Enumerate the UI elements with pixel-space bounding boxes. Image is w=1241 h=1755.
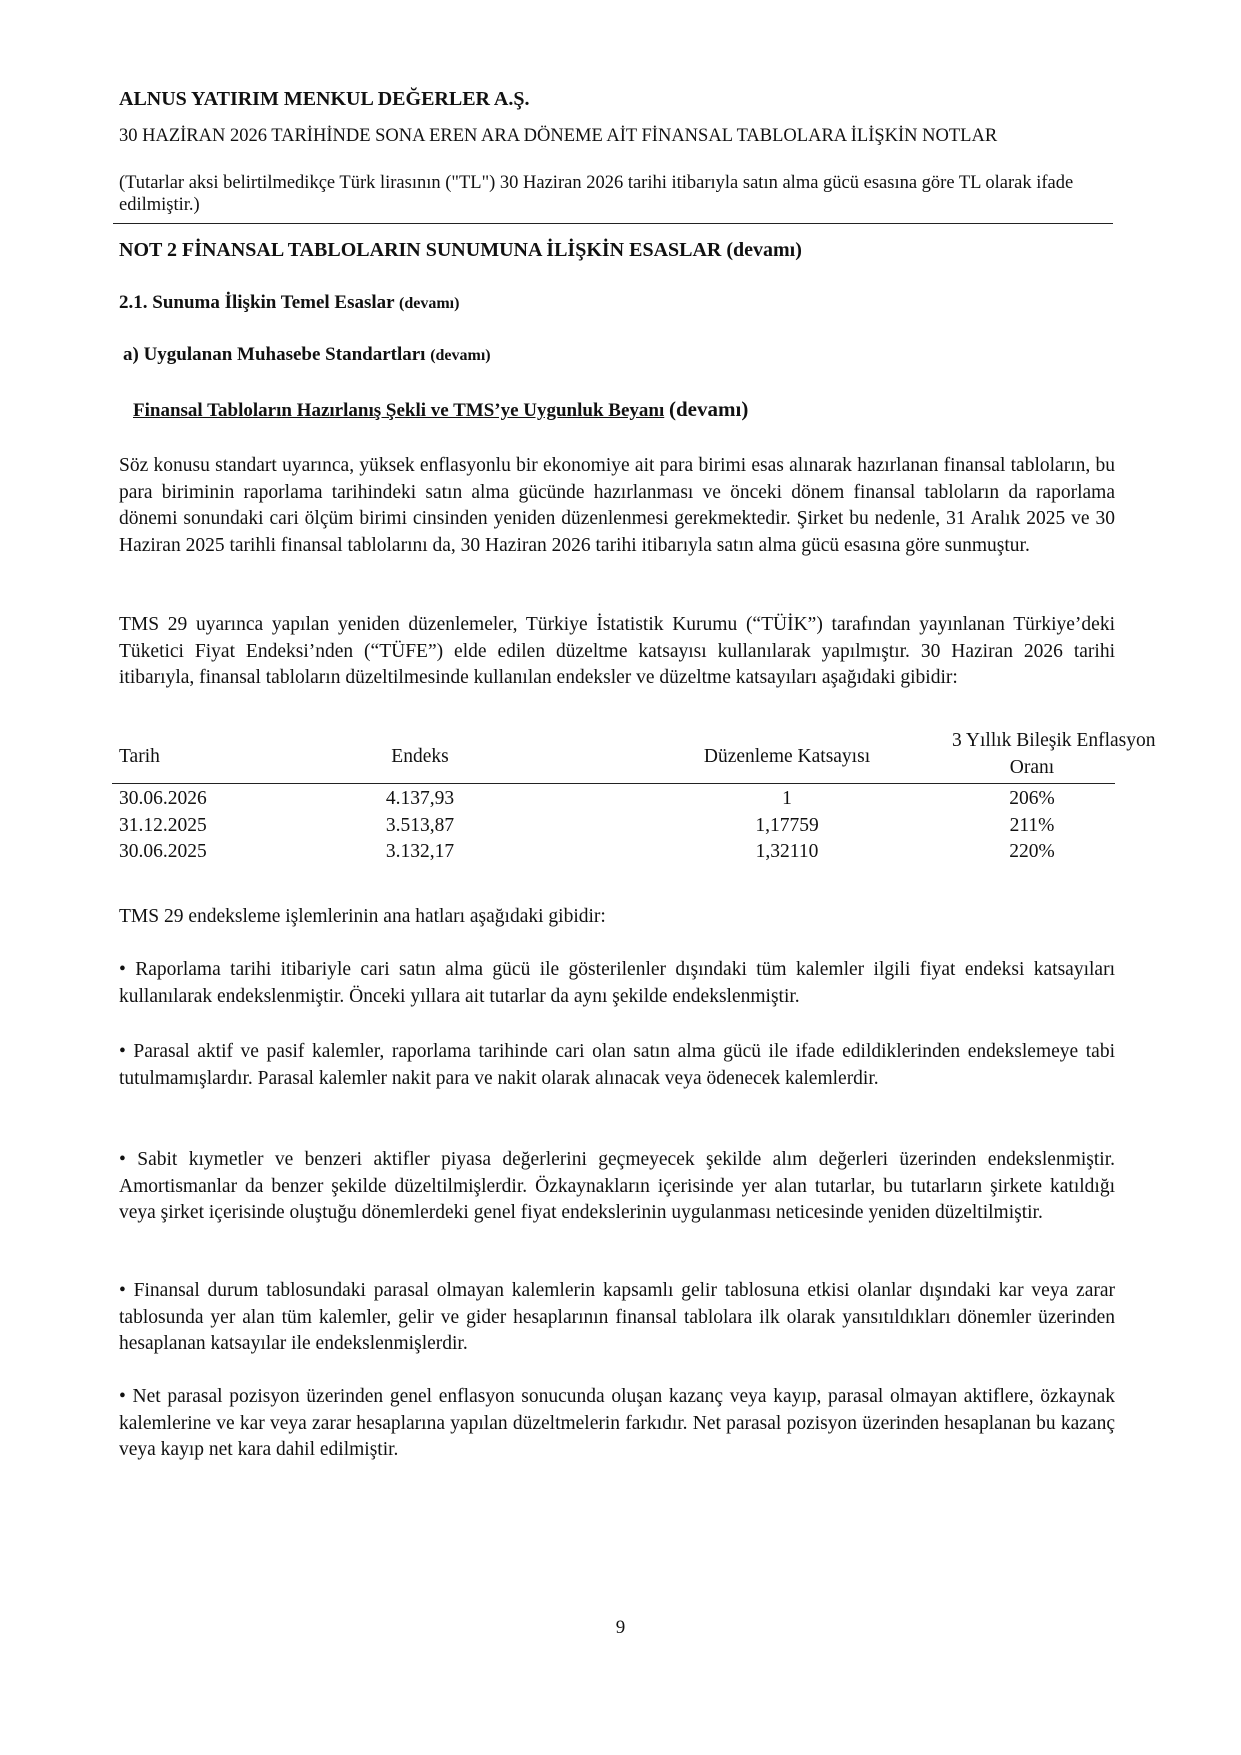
table-row (112, 839, 1115, 866)
cell-index: 3.513,87 (385, 814, 455, 836)
cell-coefficient: 1 (782, 788, 792, 809)
paragraph-tms29: TMS 29 uyarınca yapılan yeniden düzenlemeler, Türkiye İstatistik Kurumu (“TÜİK”) tarafından yayınlanan Türkiye’deki Tüketici Fiyat Endeksi’nden (“TÜFE”) elde edilen düzeltme katsayısı kullanılarak yapılmıştır. 30 Haziran 2026 tarihi itibarıyla, finansal tabloların düzeltilmesinde kullanılan endeksler ve düzeltme katsayıları aşağıdaki gibidir: (119, 614, 1115, 689)
cell-date: 30.06.2025 (119, 841, 207, 862)
bullet-item: • Parasal aktif ve pasif kalemler, raporlama tarihinde cari olan satın alma gücü ile ifade edildiklerinden endekslemeye tabi tutulmamışlardır. Parasal kalemler nakit para ve nakit olarak alınacak veya ödenecek kalemlerdir. (119, 1041, 1115, 1089)
bullet-item: • Raporlama tarihi itibariyle cari satın alma gücü ile gösterilenler dışındaki tüm kalemler ilgili fiyat endeksi katsayıları kullanılarak endekslenmiştir. Önceki yıllara ait tutarlar da aynı şekilde endekslenmiştir. (119, 959, 1115, 1007)
header-rate (952, 727, 1156, 781)
cell-coefficient: 1,17759 (755, 814, 819, 836)
cell-rate: 220% (1009, 841, 1055, 862)
note-heading: NOT 2 FİNANSAL TABLOLARIN SUNUMUNA İLİŞKİN ESASLAR (devamı) (119, 239, 802, 261)
index-table (112, 727, 1156, 866)
cell-date: 30.06.2026 (119, 788, 207, 809)
table-body (112, 786, 1115, 866)
header-divider (113, 223, 1113, 224)
cell-rate: 206% (1009, 788, 1055, 809)
bullet-item: • Sabit kıymetler ve benzeri aktifler piyasa değerlerini geçmeyecek şekilde alım değerleri üzerinden endekslenmiştir. Amortismanlar da benzer şekilde düzeltilmişlerdir. Özkaynakların içerisinde yer alan tutarlar, bu tutarların şirkete katıldığı veya şirket içerisinde oluştuğu dönemlerdeki genel fiyat endekslerinin uygulanması neticesinde yeniden düzeltilmiştir. (119, 1149, 1115, 1224)
subsection-heading (123, 344, 491, 366)
cell-rate: 211% (1009, 814, 1055, 836)
section-heading-main: 2.1. Sunuma İlişkin Temel Esaslar (119, 292, 395, 313)
header-rate-line1: 3 Yıllık Bileşik Enflasyon (952, 730, 1156, 751)
table-row (112, 786, 1115, 813)
paragraph-restatement: Söz konusu standart uyarınca, yüksek enflasyonlu bir ekonomiye ait para birimi esas alınarak hazırlanan finansal tabloların, bu para biriminin raporlama tarihindeki satın alma gücünde hazırlanması ve önceki dönem finansal tabloların da raporlama dönemi sonundaki cari ölçüm birimi cinsinden yeniden düzenlenmesi gerekmektedir. Şirket bu nedenle, 31 Aralık 2025 ve 30 Haziran 2025 tarihli finansal tablolarını da, 30 Haziran 2026 tarihi itibarıyla satın alma gücü esasına göre sunmuştur. (119, 455, 1115, 556)
cell-index: 4.137,93 (385, 788, 455, 809)
header-rate-line2: Oranı (1009, 757, 1055, 778)
subsection-heading-main: a) Uygulanan Muhasebe Standartları (123, 344, 426, 365)
cell-coefficient: 1,32110 (755, 841, 819, 862)
page-number: 9 (615, 1617, 626, 1638)
bullet-item: • Finansal durum tablosundaki parasal olmayan kalemlerin kapsamlı gelir tablosuna etkisi olanlar dışındaki kar veya zarar tablosunda yer alan tüm kalemler, gelir ve gider hesaplarının finansal tablolara ilk olarak yansıtıldıkları dönemler üzerinden hesaplanan katsayılar ile endekslenmişlerdir. (119, 1280, 1115, 1355)
section-heading (119, 292, 459, 314)
header-date: Tarih (119, 746, 160, 767)
table-header (112, 727, 1156, 784)
header-coefficient: Düzenleme Katsayısı (703, 746, 871, 767)
statement-heading (133, 397, 748, 422)
paragraph-indexing-intro: TMS 29 endeksleme işlemlerinin ana hatları aşağıdaki gibidir: (119, 906, 606, 927)
statement-heading-main: Finansal Tabloların Hazırlanış Şekli ve TMS’ye Uygunluk Beyanı (133, 400, 665, 421)
subsection-heading-cont: (devamı) (430, 347, 491, 364)
currency-note: (Tutarlar aksi belirtilmedikçe Türk lirasının ("TL") 30 Haziran 2026 tarihi itibarıyla satın alma gücü esasına göre TL olarak ifade edilmiştir.) (119, 173, 1074, 215)
cell-index: 3.132,17 (385, 841, 455, 862)
company-name: ALNUS YATIRIM MENKUL DEĞERLER A.Ş. (119, 88, 530, 110)
statement-heading-cont: (devamı) (669, 397, 749, 421)
cell-date: 31.12.2025 (119, 814, 207, 836)
report-subtitle: 30 HAZİRAN 2026 TARİHİNDE SONA EREN ARA DÖNEME AİT FİNANSAL TABLOLARA İLİŞKİN NOTLAR (119, 126, 998, 146)
header-index: Endeks (391, 746, 449, 767)
table-row (112, 813, 1115, 840)
section-heading-cont: (devamı) (399, 295, 460, 312)
bullet-item: • Net parasal pozisyon üzerinden genel enflasyon sonucunda oluşan kazanç veya kayıp, parasal olmayan aktiflere, özkaynak kalemlerine ve kar veya zarar hesaplarına yapılan düzeltmelerin farkıdır. Net parasal pozisyon üzerinden hesaplanan bu kazanç veya kayıp net kara dahil edilmiştir. (119, 1386, 1115, 1461)
